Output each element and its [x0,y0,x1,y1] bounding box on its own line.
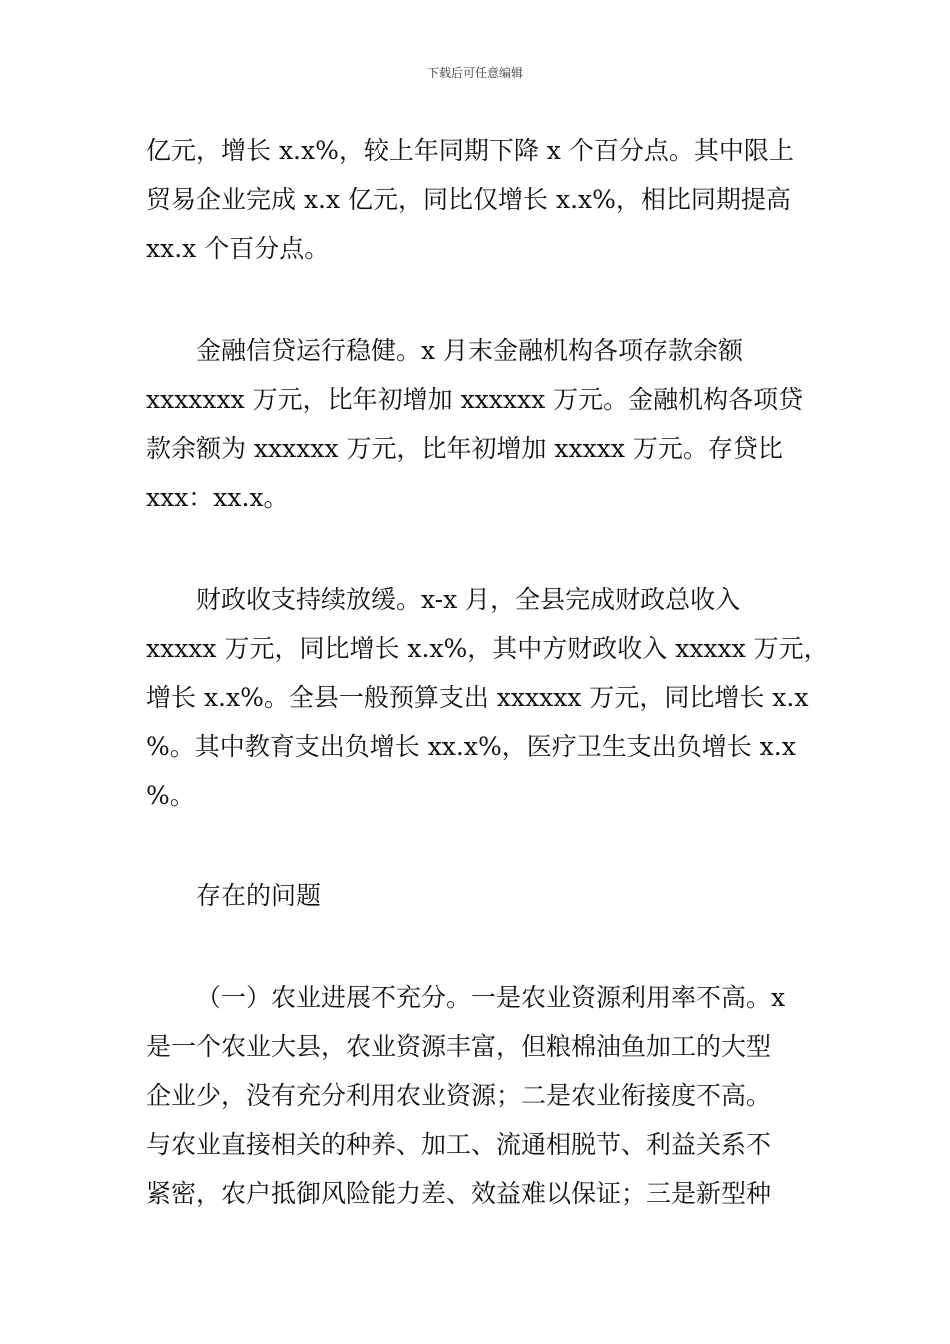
text-line: 贸易企业完成 x.x 亿元，同比仅增长 x.x%，相比同期提高 [146,185,791,214]
text-line: 金融信贷运行稳健。x 月末金融机构各项存款余额 [196,336,744,365]
text-line: xx.x 个百分点。 [146,234,330,263]
text-line: %。 [146,781,195,810]
text-line: 增长 x.x%。全县一般预算支出 xxxxxx 万元，同比增长 x.x [146,683,809,712]
text-line: 与农业直接相关的种养、加工、流通相脱节、利益关系不 [146,1130,772,1159]
text-line: xxx：xx.x。 [146,483,289,512]
page-header: 下载后可任意编辑 [426,66,523,80]
text-line: 是一个农业大县，农业资源丰富，但粮棉油鱼加工的大型 [146,1032,772,1061]
text-line: 紧密，农户抵御风险能力差、效益难以保证；三是新型种 [146,1179,772,1208]
text-line: 亿元，增长 x.x%，较上年同期下降 x 个百分点。其中限上 [146,136,794,165]
text-line: 企业少，没有充分利用农业资源；二是农业衔接度不高。 [146,1081,772,1110]
text-line: （一）农业进展不充分。一是农业资源利用率不高。x [196,983,786,1012]
text-line: xxxxxxx 万元，比年初增加 xxxxxx 万元。金融机构各项贷 [146,385,804,414]
text-line: 款余额为 xxxxxx 万元，比年初增加 xxxxx 万元。存贷比 [146,434,783,463]
section-heading: 存在的问题 [196,881,322,910]
text-line: %。其中教育支出负增长 xx.x%，医疗卫生支出负增长 x.x [146,732,796,761]
text-line: 财政收支持续放缓。x-x 月，全县完成财政总收入 [196,585,741,614]
text-line: xxxxx 万元，同比增长 x.x%，其中方财政收入 xxxxx 万元， [146,634,829,663]
